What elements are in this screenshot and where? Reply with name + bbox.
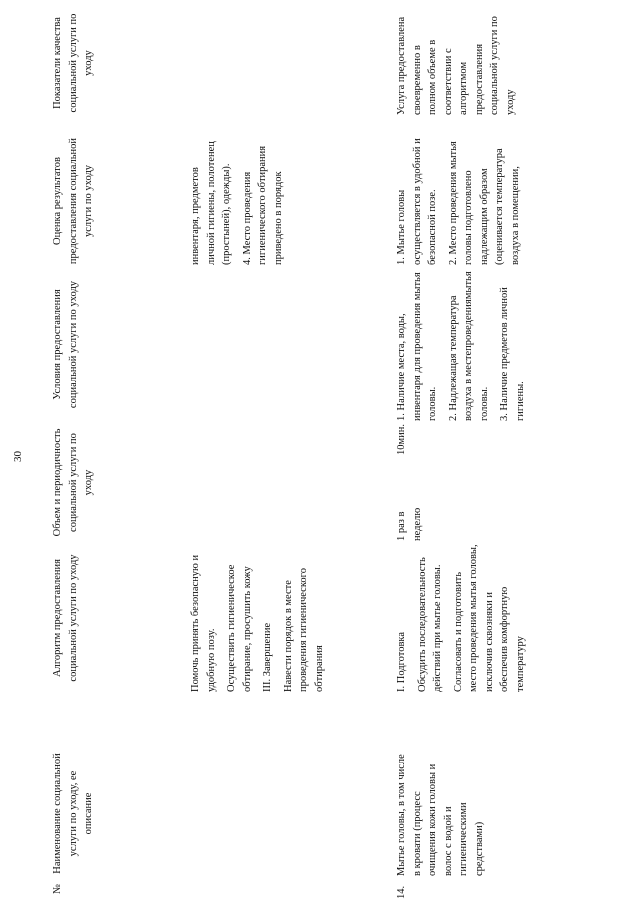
quality-cell: Услуга предоставлена своевременно в полном объеме в соответствии с алгоритмом предоставления социальной услуги по уходу (396, 16, 516, 115)
header-algorithm: Алгоритм предоставления социальной услуги по уходу (52, 554, 79, 682)
conditions-cell (394, 268, 533, 421)
algorithm-step: III. Завершение (262, 622, 273, 692)
header-number: № (52, 883, 63, 895)
algorithm-step: Обсудить последовательность действий при мытье головы. (416, 557, 443, 692)
service-name: Мытье головы, в том числе в кровати (процесс очищения кожи головы и волос с водой и гигиеническими средствами) (396, 754, 485, 876)
algorithm-step: Осуществить гигиеническое обтирание, просушить кожу (226, 564, 253, 692)
condition-item: 2. Надлежащая температура воздуха в местепроведениямытья головы. (447, 271, 490, 421)
continuation-evaluation-cell (188, 137, 291, 265)
header-name: Наименование социальной услуги по уходу, ее описание (52, 753, 94, 874)
header-quality: Показатели качества социальной услуги по уходу (52, 13, 94, 113)
header-conditions: Условия предоставления социальной услуги по уходу (52, 280, 79, 409)
condition-item: 1. Наличие места, воды, инвентаря для проведения мытья головы. (396, 272, 438, 421)
algorithm-step: Навести порядок в месте проведения гигиенического обтирания (282, 568, 325, 692)
algorithm-step: Согласовать и подготовить место проведения мытья головы, исключив сквозняки и обеспечив комфортную температуру (452, 544, 526, 692)
evaluation-cell (394, 137, 528, 265)
volume-cell (394, 424, 425, 541)
volume-duration: 10мин. (396, 424, 407, 456)
page-number: 30 (12, 451, 24, 462)
evaluation-item: инвентаря, предметов личной гигиены, полотенец (простыней), одежды). (190, 141, 232, 265)
row-number: 14. (396, 885, 407, 899)
evaluation-item: 4. Место проведения гигиенического обтирания приведено в порядок (241, 145, 284, 265)
algorithm-step: Помочь принять безопасную и удобную позу. (190, 554, 217, 692)
evaluation-item: 2. Место проведения мытья головы подготовлено надлежащим образом (оценивается температура воздуха в помещении, (447, 141, 521, 265)
algorithm-step: I. Подготовка (396, 631, 407, 692)
header-evaluation: Оценка результатов предоставления социальной услуги по уходу (52, 137, 94, 265)
header-volume: Объем и периодичность социальной услуги по уходу (52, 428, 94, 537)
continuation-algorithm-cell (188, 544, 332, 692)
condition-item: 3. Наличие предметов личной гигиены. (499, 287, 526, 421)
volume-frequency: 1 раз в неделю (396, 507, 423, 541)
evaluation-item: 1. Мытье головы осуществляется в удобной и безопасной позе. (396, 138, 438, 265)
algorithm-cell (394, 544, 533, 692)
